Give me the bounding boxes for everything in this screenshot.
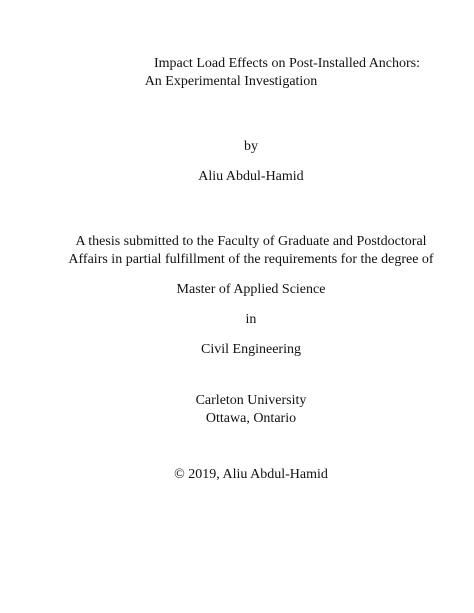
by-label: by [244,139,258,154]
copyright-notice: © 2019, Aliu Abdul-Hamid [174,467,328,482]
in-label: in [245,312,257,327]
program-name: Civil Engineering [201,342,301,357]
author-name: Aliu Abdul-Hamid [198,169,304,184]
university-location: Ottawa, Ontario [205,411,297,426]
thesis-title-line-2: An Experimental Investigation [144,74,318,89]
university-name: Carleton University [195,393,307,408]
degree-name: Master of Applied Science [176,282,326,297]
submission-statement-line-1: A thesis submitted to the Faculty of Graduate and Postdoctoral [75,234,427,249]
thesis-title-line-1: Impact Load Effects on Post-Installed Anchors: [153,56,421,71]
submission-statement-line-2: Affairs in partial fulfillment of the requirements for the degree of [68,252,434,267]
